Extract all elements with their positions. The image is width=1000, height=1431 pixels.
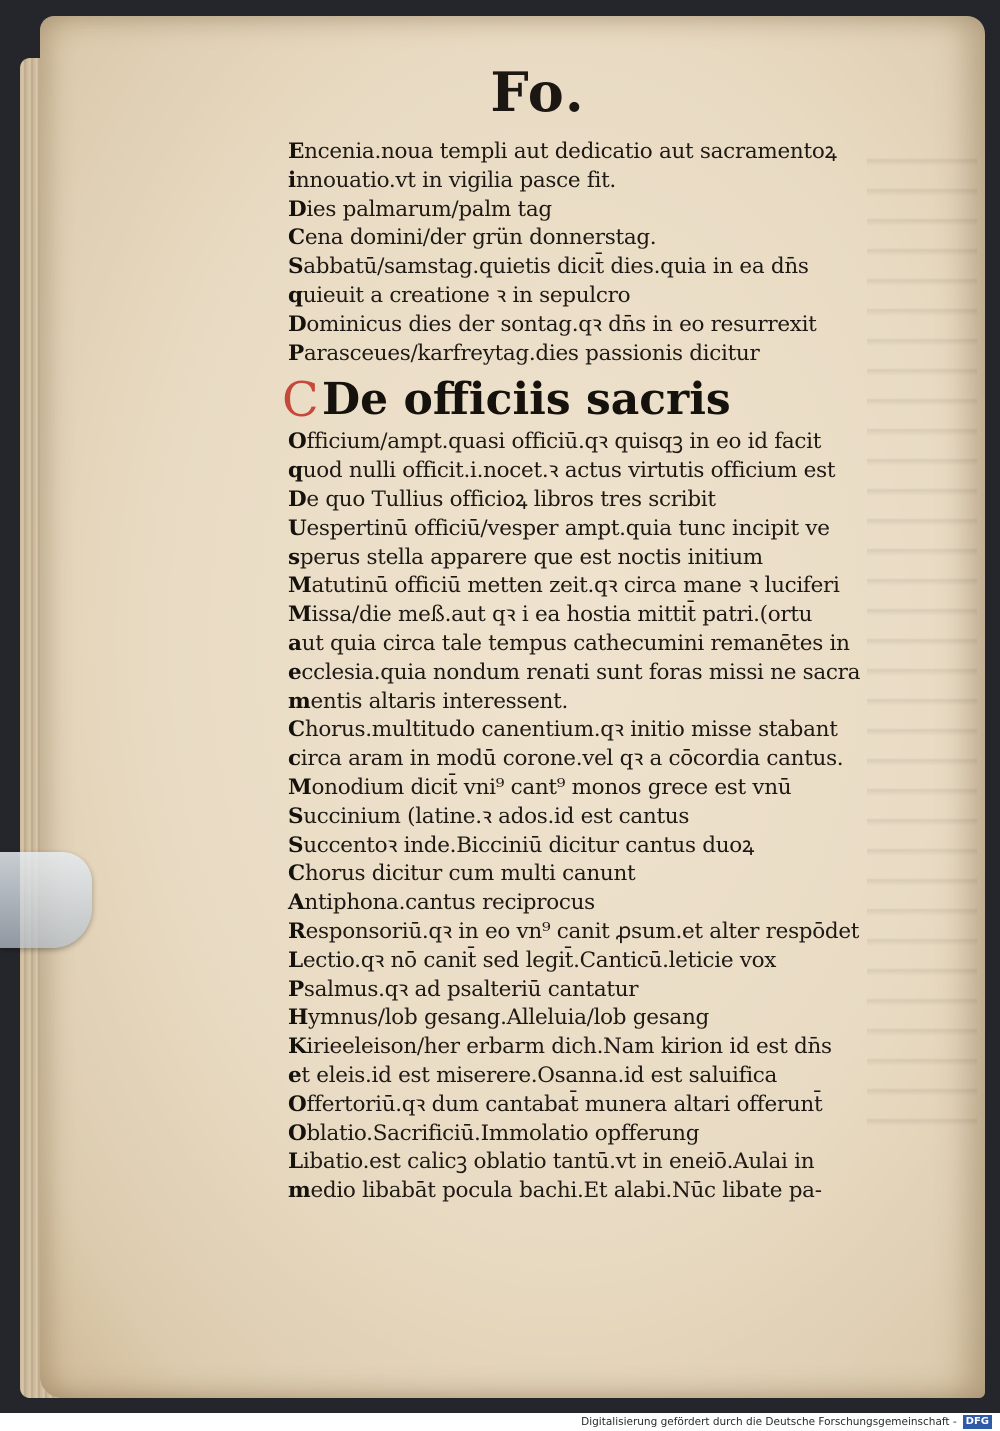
- text-line: Offertoriū.qꝛ dum cantabat̄ munera altari offerunt̄: [288, 1091, 823, 1117]
- text-block: [282, 138, 913, 1206]
- footer-text: Digitalisierung gefördert durch die Deutsche Forschungsgemeinschaft -: [581, 1416, 957, 1428]
- heading-rubric: C: [282, 372, 319, 429]
- text-line: mentis altaris interessent.: [288, 688, 568, 714]
- section-heading: [282, 372, 913, 429]
- text-line: circa aram in modū corone.vel qꝛ a cōcordia cantus.: [288, 746, 844, 772]
- text-line: Psalmus.qꝛ ad psalteriū cantatur: [288, 976, 639, 1002]
- footer-bar: [0, 1413, 1000, 1431]
- text-line: Encenia.noua templi aut dedicatio aut sacramentoꝝ: [288, 139, 837, 164]
- text-line: Antiphona.cantus reciprocus: [288, 890, 595, 916]
- text-line: Monodium dicit̄ vni⁹ cant⁹ monos grece est vnū: [288, 774, 792, 800]
- text-line: Officium/ampt.quasi officiū.qꝛ quisqꝫ in eo id facit: [288, 429, 822, 455]
- text-line: Matutinū officiū metten zeit.qꝛ circa mane ꝛ luciferi: [288, 573, 840, 599]
- text-line: Chorus dicitur cum multi canunt: [288, 861, 636, 887]
- text-line: Sabbatū/samstag.quietis dicit̄ dies.quia in ea dn̄s: [288, 254, 809, 280]
- text-line: Oblatio.Sacrificiū.Immolatio opfferung: [288, 1120, 700, 1146]
- text-line: medio libabāt pocula bachi.Et alabi.Nūc libate pa-: [288, 1178, 822, 1204]
- text-line: Responsoriū.qꝛ in eo vn⁹ canit ꝓsum.et alter respōdet: [288, 918, 860, 944]
- text-lines-bottom: [288, 428, 913, 1206]
- text-line: De quo Tullius officioꝝ libros tres scribit: [288, 486, 716, 512]
- text-line: Uespertinū officiū/vesper ampt.quia tunc incipit ve: [288, 515, 830, 541]
- text-line: Parasceues/karfreytag.dies passionis dicitur: [288, 340, 760, 366]
- page-clip: [0, 852, 92, 948]
- text-line: Missa/die meß.aut qꝛ i ea hostia mittit̄ patri.(ortu: [288, 602, 813, 628]
- text-line: Cena domini/der grün donnerstag.: [288, 225, 657, 251]
- text-line: Succinium (latine.ꝛ ados.id est cantus: [288, 803, 690, 829]
- text-line: quieuit a creatione ꝛ in sepulcro: [288, 282, 631, 308]
- text-line: Dies palmarum/palm tag: [288, 196, 552, 222]
- text-line: sperus stella apparere que est noctis initium: [288, 544, 763, 570]
- text-line: Kirieeleison/her erbarm dich.Nam kirion id est dn̄s: [288, 1034, 832, 1060]
- text-line: et eleis.id est miserere.Osanna.id est saluifica: [288, 1062, 778, 1088]
- text-line: ecclesia.quia nondum renati sunt foras missi ne sacra: [288, 659, 861, 685]
- text-line: Lectio.qꝛ nō canit̄ sed legit̄.Canticū.leticie vox: [288, 947, 777, 973]
- text-line: Chorus.multitudo canentium.qꝛ initio misse stabant: [288, 717, 838, 743]
- heading-text: De officiis sacris: [322, 374, 731, 426]
- text-line: Succentoꝛ inde.Bicciniū dicitur cantus duoꝝ: [288, 832, 755, 858]
- text-line: Hymnus/lob gesang.Alleluia/lob gesang: [288, 1005, 709, 1031]
- folio-heading: Fo.: [490, 60, 586, 124]
- dfg-logo: DFG: [963, 1415, 992, 1429]
- text-line: aut quia circa tale tempus cathecumini remanētes in: [288, 630, 850, 656]
- text-line: innouatio.vt in vigilia pasce fit.: [288, 167, 616, 193]
- text-line: quod nulli officit.i.nocet.ꝛ actus virtutis officium est: [288, 458, 836, 484]
- text-line: Libatio.est calicꝫ oblatio tantū.vt in eneiō.Aulai in: [288, 1149, 815, 1175]
- text-line: Dominicus dies der sontag.qꝛ dn̄s in eo resurrexit: [288, 311, 817, 337]
- text-lines-top: [288, 138, 913, 368]
